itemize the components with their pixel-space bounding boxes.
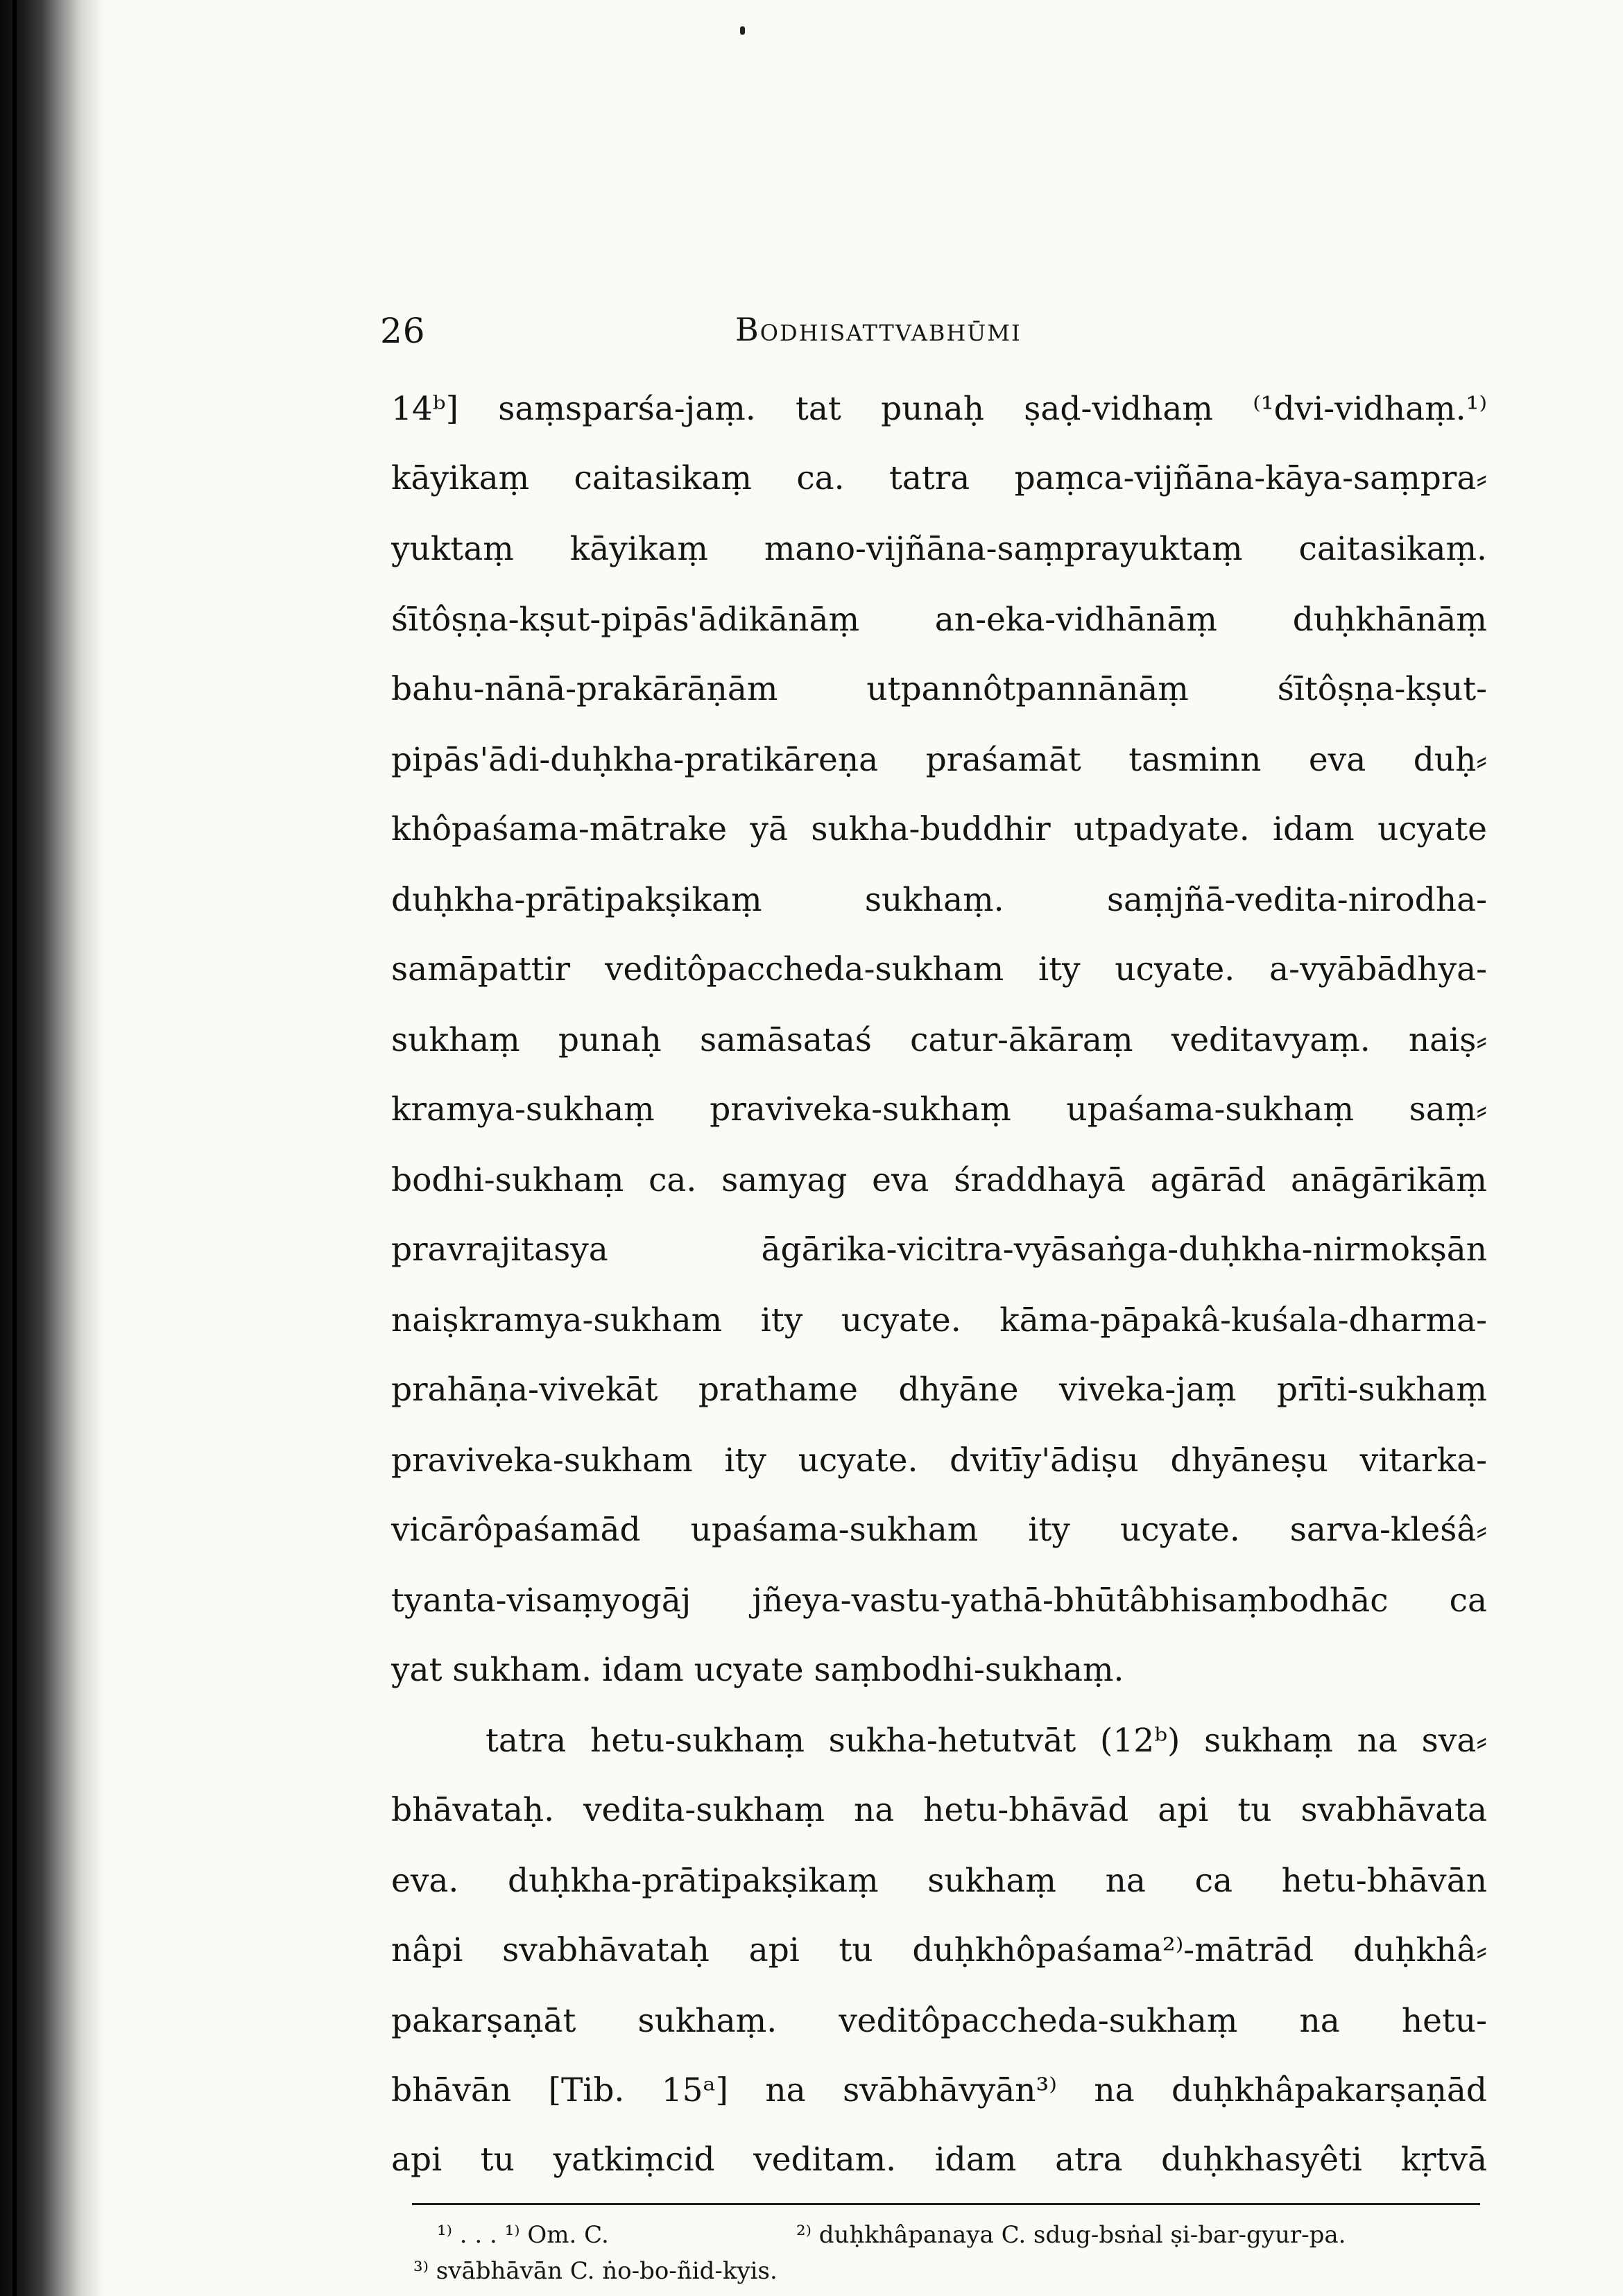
text-line: tyanta-visaṃyogāj jñeya-vastu-yathā-bhūtâbhisaṃbodhāc ca <box>391 1582 1487 1620</box>
footnote-3: ³⁾ svābhāvān C. ṅo-bo-ñid-kyis. <box>413 2257 778 2285</box>
text-line: pipās'ādi-duḥkha-pratikāreṇa praśamāt tasminn eva duḥ⸗ <box>391 741 1487 779</box>
text-line: vicārôpaśamād upaśama-sukham ity ucyate. sarva-kleśâ⸗ <box>391 1511 1487 1549</box>
text-line: kāyikaṃ caitasikaṃ ca. tatra paṃca-vijñāna-kāya-saṃpra⸗ <box>391 459 1487 497</box>
text-line: bhāvān [Tib. 15ᵃ] na svābhāvyān³⁾ na duḥkhâpakarṣaṇād <box>391 2071 1487 2109</box>
text-line: prahāṇa-vivekāt prathame dhyāne viveka-jaṃ prīti-sukhaṃ <box>391 1371 1487 1409</box>
text-line: śītôṣṇa-kṣut-pipās'ādikānāṃ an-eka-vidhānāṃ duḥkhānāṃ <box>391 601 1487 639</box>
text-line: sukhaṃ punaḥ samāsataś catur-ākāraṃ veditavyaṃ. naiṣ⸗ <box>391 1021 1487 1059</box>
text-line-paragraph-start: tatra hetu-sukhaṃ sukha-hetutvāt (12ᵇ) sukhaṃ na sva⸗ <box>486 1722 1487 1760</box>
text-line: eva. duḥkha-prātipakṣikaṃ sukhaṃ na ca hetu-bhāvān <box>391 1862 1487 1900</box>
footnote-separator <box>412 2203 1480 2205</box>
text-line: kramya-sukhaṃ praviveka-sukhaṃ upaśama-sukhaṃ saṃ⸗ <box>391 1090 1487 1129</box>
footnote-1: ¹⁾ . . . ¹⁾ Om. C. <box>437 2221 609 2249</box>
text-line: khôpaśama-mātrake yā sukha-buddhir utpadyate. idam ucyate <box>391 810 1487 848</box>
running-title: Bodhisattvabhūmi <box>735 311 1022 348</box>
page-number: 26 <box>380 311 426 351</box>
text-line: samāpattir veditôpaccheda-sukham ity ucyate. a-vyābādhya- <box>391 950 1487 988</box>
text-line: praviveka-sukham ity ucyate. dvitīy'ādiṣu dhyāneṣu vitarka- <box>391 1441 1487 1480</box>
text-line: bhāvataḥ. vedita-sukhaṃ na hetu-bhāvād api tu svabhāvata <box>391 1791 1487 1829</box>
text-line: 14ᵇ] saṃsparśa-jaṃ. tat punaḥ ṣaḍ-vidhaṃ ⁽¹dvi-vidhaṃ.¹⁾ <box>391 390 1487 428</box>
text-line: pravrajitasya āgārika-vicitra-vyāsaṅga-duḥkha-nirmokṣān <box>391 1231 1487 1269</box>
text-line: pakarṣaṇāt sukhaṃ. veditôpaccheda-sukhaṃ na hetu- <box>391 2002 1487 2040</box>
footnote-2: ²⁾ duḥkhâpanaya C. sdug-bsṅal ṣi-bar-gyur-pa. <box>796 2221 1346 2249</box>
text-line: api tu yatkiṃcid veditam. idam atra duḥkhasyêti kṛtvā <box>391 2141 1487 2179</box>
text-line: duḥkha-prātipakṣikaṃ sukhaṃ. saṃjñā-vedita-nirodha- <box>391 881 1487 919</box>
text-line: yuktaṃ kāyikaṃ mano-vijñāna-saṃprayuktaṃ caitasikaṃ. <box>391 530 1487 568</box>
text-line: naiṣkramya-sukham ity ucyate. kāma-pāpakâ-kuśala-dharma- <box>391 1301 1487 1339</box>
text-line: nâpi svabhāvataḥ api tu duḥkhôpaśama²⁾-mātrād duḥkhâ⸗ <box>391 1931 1487 1969</box>
text-line: bodhi-sukhaṃ ca. samyag eva śraddhayā agārād anāgārikāṃ <box>391 1161 1487 1199</box>
text-line: bahu-nānā-prakārāṇām utpannôtpannānāṃ śītôṣṇa-kṣut- <box>391 670 1487 708</box>
text-line: yat sukham. idam ucyate saṃbodhi-sukhaṃ. <box>391 1651 1124 1689</box>
